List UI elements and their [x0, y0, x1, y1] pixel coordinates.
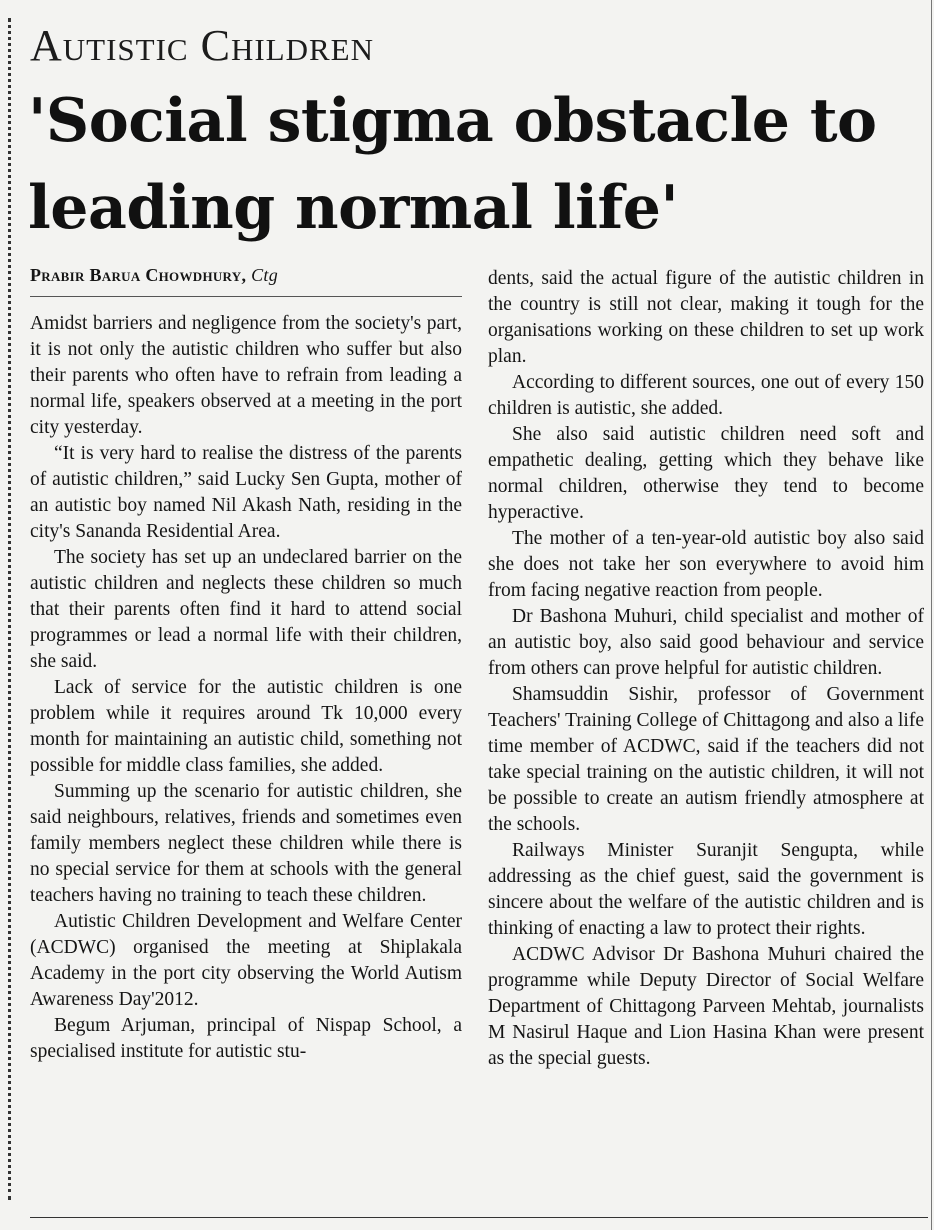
article-paragraph: She also said autistic children need soft and empathetic dealing, getting which they behave like normal children, otherwise they tend to become hyperactive.: [488, 424, 924, 523]
byline-place: Ctg: [251, 265, 279, 285]
byline: Prabir Barua Chowdhury, Ctg: [30, 262, 462, 297]
article-paragraph: dents, said the actual figure of the autistic children in the country is still not clear, making it tough for the organisations working on these children to set up work plan.: [488, 268, 924, 367]
article-paragraph: The society has set up an undeclared barrier on the autistic children and neglects these children so much that their parents often find it hard to attend social programmes or lead a normal life with their children, she said.: [30, 547, 462, 672]
article-column-right: [488, 266, 924, 1072]
clipping-cut-line-bottom: [30, 1217, 928, 1218]
article-paragraph: Autistic Children Development and Welfare Center (ACDWC) organised the meeting at Shiplakala Academy in the port city observing the World Autism Awareness Day'2012.: [30, 911, 462, 1010]
article-paragraph: Lack of service for the autistic children is one problem while it requires around Tk 10,000 every month for maintaining an autistic child, something not possible for middle class families, she added.: [30, 677, 462, 776]
article-paragraph: Amidst barriers and negligence from the society's part, it is not only the autistic children who suffer but also their parents who often have to refrain from leading a normal life, speakers observed at a meeting in the port city yesterday.: [30, 313, 462, 438]
article-paragraph: Shamsuddin Sishir, professor of Government Teachers' Training College of Chittagong and also a life time member of ACDWC, said if the teachers did not take special training on the autistic children, it will not be possible to create an autism friendly atmosphere at the schools.: [488, 684, 924, 835]
article-paragraph: “It is very hard to realise the distress of the parents of autistic children,” said Lucky Sen Gupta, mother of an autistic boy named Nil Akash Nath, residing in the city's Sananda Residential Area.: [30, 443, 462, 542]
article-paragraph: Railways Minister Suranjit Sengupta, while addressing as the chief guest, said the government is sincere about the welfare of the autistic children and is thinking of enacting a law to protect their rights.: [488, 840, 924, 939]
clipping-edge-right: [931, 0, 932, 1230]
article-paragraph: ACDWC Advisor Dr Bashona Muhuri chaired the programme while Deputy Director of Social Welfare Department of Chittagong Parveen Mehtab, journalists M Nasirul Haque and Lion Hasina Khan were present as the special guests.: [488, 944, 924, 1069]
article-paragraph: Summing up the scenario for autistic children, she said neighbours, relatives, friends and sometimes even family members neglect these children while there is no special service for them at schools with the general teachers having no training to teach these children.: [30, 781, 462, 906]
article-column-left: [30, 262, 462, 1065]
article-paragraph: Begum Arjuman, principal of Nispap School, a specialised institute for autistic stu-: [30, 1015, 462, 1062]
article-kicker: Autistic Children: [30, 21, 374, 70]
article-paragraph: The mother of a ten-year-old autistic boy also said she does not take her son everywhere to avoid him from facing negative reaction from people.: [488, 528, 924, 601]
article-headline: 'Social stigma obstacle to leading normal life': [28, 86, 877, 243]
article-paragraph: According to different sources, one out of every 150 children is autistic, she added.: [488, 372, 924, 419]
clipping-cut-line-left: [8, 18, 11, 1200]
byline-author: Prabir Barua Chowdhury: [30, 265, 242, 285]
article-paragraph: Dr Bashona Muhuri, child specialist and mother of an autistic boy, also said good behaviour and service from others can prove helpful for autistic children.: [488, 606, 924, 679]
